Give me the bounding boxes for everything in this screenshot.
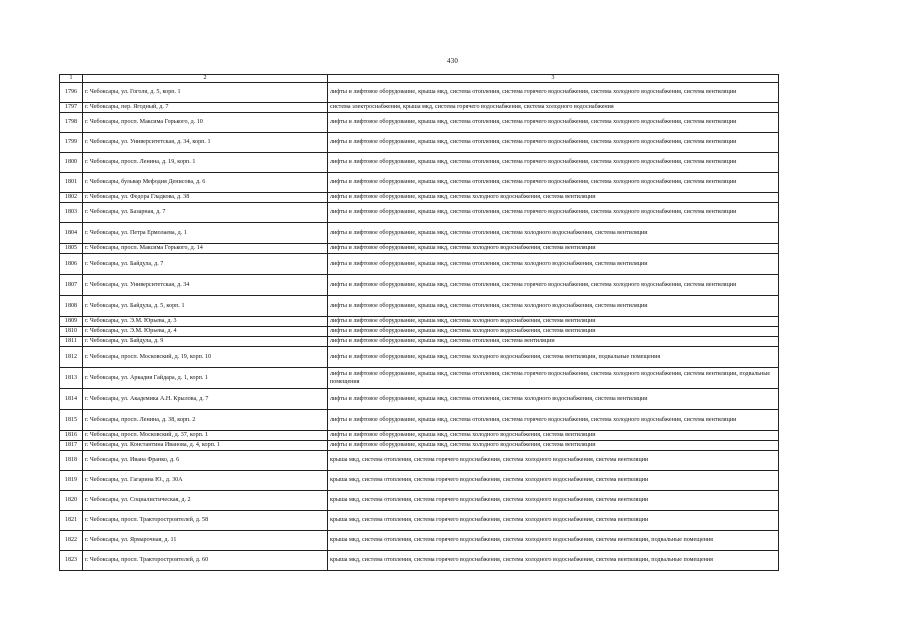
address-cell: г. Чебоксары, ул. Ярмарочная, д. 11 <box>83 531 328 551</box>
address-cell: г. Чебоксары, просп. Ленина, д. 19, корп. 1 <box>83 153 328 173</box>
table-row <box>60 431 779 441</box>
address-cell: г. Чебоксары, ул. Ивана Франко, д. 6 <box>83 451 328 471</box>
table-row <box>60 133 779 153</box>
row-number-cell: 1809 <box>60 317 83 327</box>
row-number-cell: 1816 <box>60 431 83 441</box>
row-number-cell: 1802 <box>60 193 83 203</box>
address-cell: г. Чебоксары, ул. Аркадия Гайдара, д. 1, корп. 1 <box>83 368 328 389</box>
address-cell: г. Чебоксары, просп. Тракторостроителей, д. 60 <box>83 551 328 571</box>
table-row <box>60 471 779 491</box>
row-number-cell: 1821 <box>60 511 83 531</box>
systems-cell: лифты и лифтовое оборудование, крыша мкд, система отопления, система горячего водоснабжения, система холодного водоснабжения, система вентиляции <box>328 203 779 223</box>
address-cell: г. Чебоксары, ул. Федора Гладкова, д. 38 <box>83 193 328 203</box>
row-number-cell: 1799 <box>60 133 83 153</box>
table-row <box>60 410 779 431</box>
systems-cell: лифты и лифтовое оборудование, крыша мкд, система отопления, система вентиляции <box>328 337 779 347</box>
table-row <box>60 491 779 511</box>
address-cell: г. Чебоксары, ул. Петра Ермолаева, д. 1 <box>83 223 328 244</box>
systems-cell: лифты и лифтовое оборудование, крыша мкд, система отопления, система холодного водоснабжения, система вентиляции <box>328 223 779 244</box>
table-row <box>60 275 779 296</box>
column-header-address: 2 <box>83 75 328 83</box>
table-row <box>60 296 779 317</box>
table-row <box>60 389 779 410</box>
systems-cell: лифты и лифтовое оборудование, крыша мкд, система отопления, система горячего водоснабжения, система холодного водоснабжения, система вентиляции <box>328 275 779 296</box>
address-cell: г. Чебоксары, просп. Ленина, д. 38, корп. 2 <box>83 410 328 431</box>
table-row <box>60 551 779 571</box>
address-cell: г. Чебоксары, ул. Байдула, д. 5, корп. 1 <box>83 296 328 317</box>
address-cell: г. Чебоксары, ул. Университетская, д. 34 <box>83 275 328 296</box>
row-number-cell: 1820 <box>60 491 83 511</box>
table-row <box>60 223 779 244</box>
table-row <box>60 83 779 103</box>
row-number-cell: 1806 <box>60 254 83 275</box>
systems-cell: крыша мкд, система отопления, система горячего водоснабжения, система холодного водоснабжения, система вентиляции <box>328 491 779 511</box>
systems-cell: крыша мкд, система отопления, система горячего водоснабжения, система холодного водоснабжения, система вентиляции, подвальные помещения <box>328 531 779 551</box>
systems-cell: лифты и лифтовое оборудование, крыша мкд, система холодного водоснабжения, система вентиляции <box>328 244 779 254</box>
row-number-cell: 1800 <box>60 153 83 173</box>
systems-cell: крыша мкд, система отопления, система горячего водоснабжения, система холодного водоснабжения, система вентиляции <box>328 471 779 491</box>
row-number-cell: 1807 <box>60 275 83 296</box>
row-number-cell: 1811 <box>60 337 83 347</box>
address-cell: г. Чебоксары, просп. Максима Горького, д. 10 <box>83 113 328 133</box>
address-cell: г. Чебоксары, ул. Гоголя, д. 5, корп. 1 <box>83 83 328 103</box>
table-row <box>60 347 779 368</box>
row-number-cell: 1818 <box>60 451 83 471</box>
address-cell: г. Чебоксары, ул. Константина Иванова, д. 4, корп. 1 <box>83 441 328 451</box>
row-number-cell: 1810 <box>60 327 83 337</box>
address-cell: г. Чебоксары, ул. Базарная, д. 7 <box>83 203 328 223</box>
address-cell: г. Чебоксары, просп. Московский, д. 37, корп. 1 <box>83 431 328 441</box>
row-number-cell: 1808 <box>60 296 83 317</box>
table-row <box>60 193 779 203</box>
row-number-cell: 1796 <box>60 83 83 103</box>
address-cell: г. Чебоксары, пер. Ягодный, д. 7 <box>83 103 328 113</box>
row-number-cell: 1797 <box>60 103 83 113</box>
table-row <box>60 103 779 113</box>
table-row <box>60 511 779 531</box>
address-cell: г. Чебоксары, ул. Э.М. Юрьева, д. 3 <box>83 317 328 327</box>
systems-cell: лифты и лифтовое оборудование, крыша мкд, система отопления, система холодного водоснабжения, система вентиляции <box>328 254 779 275</box>
table-row <box>60 317 779 327</box>
address-cell: г. Чебоксары, ул. Академика А.Н. Крылова, д. 7 <box>83 389 328 410</box>
systems-cell: лифты и лифтовое оборудование, крыша мкд, система отопления, система холодного водоснабжения, система вентиляции <box>328 389 779 410</box>
row-number-cell: 1805 <box>60 244 83 254</box>
row-number-cell: 1815 <box>60 410 83 431</box>
address-cell: г. Чебоксары, просп. Тракторостроителей, д. 58 <box>83 511 328 531</box>
systems-cell: лифты и лифтовое оборудование, крыша мкд, система отопления, система горячего водоснабжения, система холодного водоснабжения, система вентиляции <box>328 113 779 133</box>
table-row <box>60 531 779 551</box>
systems-cell: лифты и лифтовое оборудование, крыша мкд, система отопления, система горячего водоснабжения, система холодного водоснабжения, система вентиляции <box>328 83 779 103</box>
data-table <box>59 74 779 571</box>
table-row <box>60 254 779 275</box>
systems-cell: лифты и лифтовое оборудование, крыша мкд, система холодного водоснабжения, система вентиляции <box>328 327 779 337</box>
table-row <box>60 441 779 451</box>
systems-cell: лифты и лифтовое оборудование, крыша мкд, система холодного водоснабжения, система вентиляции, подвальные помещения <box>328 347 779 368</box>
table-row <box>60 173 779 193</box>
page-number: 430 <box>446 57 459 65</box>
table-row <box>60 337 779 347</box>
systems-cell: лифты и лифтовое оборудование, крыша мкд, система отопления, система горячего водоснабжения, система холодного водоснабжения, система вентиляции <box>328 153 779 173</box>
address-cell: г. Чебоксары, просп. Максима Горького, д. 14 <box>83 244 328 254</box>
table-body <box>60 75 779 571</box>
row-number-cell: 1819 <box>60 471 83 491</box>
systems-cell: лифты и лифтовое оборудование, крыша мкд, система отопления, система горячего водоснабжения, система холодного водоснабжения, система вентиляции <box>328 173 779 193</box>
column-header-systems: 3 <box>328 75 779 83</box>
systems-cell: лифты и лифтовое оборудование, крыша мкд, система холодного водоснабжения, система вентиляции <box>328 431 779 441</box>
table-row <box>60 327 779 337</box>
systems-cell: лифты и лифтовое оборудование, крыша мкд, система холодного водоснабжения, система вентиляции <box>328 317 779 327</box>
row-number-cell: 1798 <box>60 113 83 133</box>
table-row <box>60 368 779 389</box>
systems-cell: система электроснабжения, крыша мкд, система горячего водоснабжения, система холодного водоснабжения <box>328 103 779 113</box>
table-row <box>60 153 779 173</box>
address-cell: г. Чебоксары, ул. Э.М. Юрьева, д. 4 <box>83 327 328 337</box>
row-number-cell: 1801 <box>60 173 83 193</box>
row-number-cell: 1803 <box>60 203 83 223</box>
address-cell: г. Чебоксары, ул. Университетская, д. 34, корп. 1 <box>83 133 328 153</box>
row-number-cell: 1817 <box>60 441 83 451</box>
systems-cell: лифты и лифтовое оборудование, крыша мкд, система холодного водоснабжения, система вентиляции <box>328 193 779 203</box>
systems-cell: крыша мкд, система отопления, система горячего водоснабжения, система холодного водоснабжения, система вентиляции <box>328 451 779 471</box>
row-number-cell: 1814 <box>60 389 83 410</box>
table-row <box>60 244 779 254</box>
address-cell: г. Чебоксары, ул. Гагарина Ю., д. 30А <box>83 471 328 491</box>
systems-cell: лифты и лифтовое оборудование, крыша мкд, система отопления, система холодного водоснабжения, система вентиляции <box>328 296 779 317</box>
table-header-row <box>60 75 779 83</box>
row-number-cell: 1823 <box>60 551 83 571</box>
address-cell: г. Чебоксары, просп. Московский, д. 19, корп. 10 <box>83 347 328 368</box>
row-number-cell: 1812 <box>60 347 83 368</box>
table-row <box>60 113 779 133</box>
systems-cell: лифты и лифтовое оборудование, крыша мкд, система отопления, система горячего водоснабжения, система холодного водоснабжения, система вентиляции <box>328 133 779 153</box>
row-number-cell: 1804 <box>60 223 83 244</box>
table-row <box>60 451 779 471</box>
address-cell: г. Чебоксары, ул. Социалистическая, д. 2 <box>83 491 328 511</box>
systems-cell: лифты и лифтовое оборудование, крыша мкд, система холодного водоснабжения, система вентиляции <box>328 441 779 451</box>
systems-cell: лифты и лифтовое оборудование, крыша мкд, система отопления, система горячего водоснабжения, система холодного водоснабжения, система вентиляции <box>328 410 779 431</box>
systems-cell: крыша мкд, система отопления, система горячего водоснабжения, система холодного водоснабжения, система вентиляции <box>328 511 779 531</box>
systems-cell: лифты и лифтовое оборудование, крыша мкд, система отопления, система горячего водоснабжения, система холодного водоснабжения, система вентиляции, подвальные помещения <box>328 368 779 389</box>
row-number-cell: 1813 <box>60 368 83 389</box>
address-cell: г. Чебоксары, ул. Байдула, д. 9 <box>83 337 328 347</box>
address-cell: г. Чебоксары, ул. Байдула, д. 7 <box>83 254 328 275</box>
table-row <box>60 203 779 223</box>
systems-cell: крыша мкд, система отопления, система горячего водоснабжения, система холодного водоснабжения, система вентиляции, подвальные помещения <box>328 551 779 571</box>
row-number-cell: 1822 <box>60 531 83 551</box>
column-header-number: 1 <box>60 75 83 83</box>
address-cell: г. Чебоксары, бульвар Мефодия Денисова, д. 6 <box>83 173 328 193</box>
